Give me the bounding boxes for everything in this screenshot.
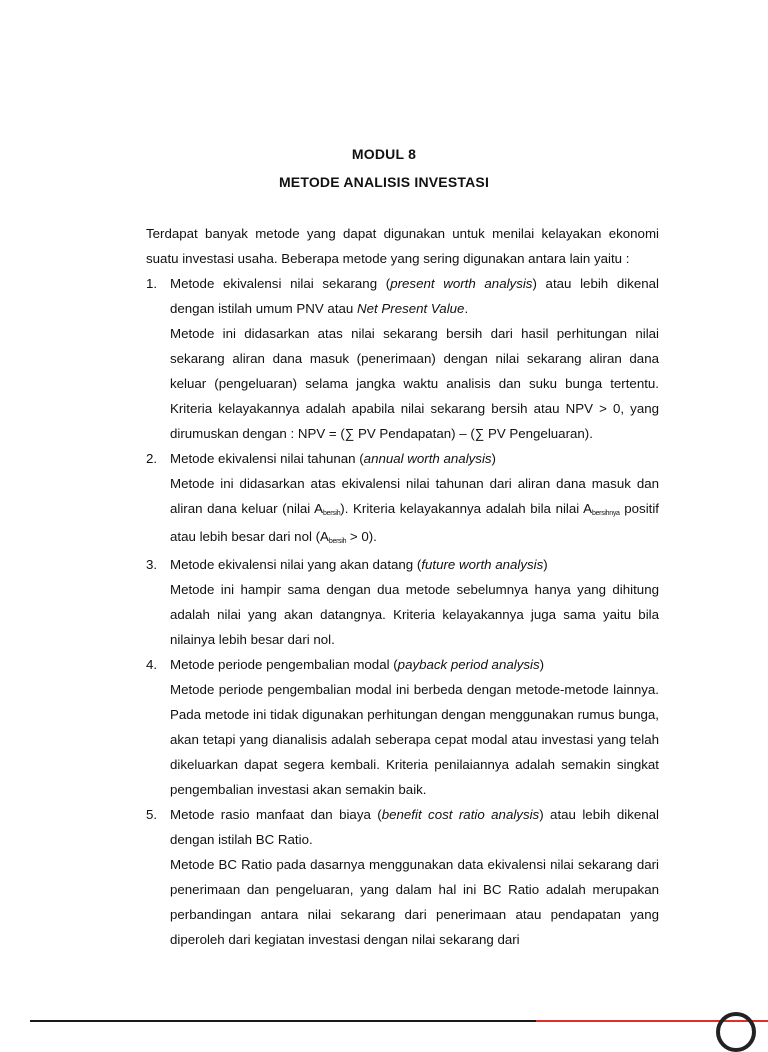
list-item xyxy=(146,802,659,952)
list-item-heading: Metode periode pengembalian modal (payback period analysis) xyxy=(170,657,545,672)
list-number: 2. xyxy=(146,451,158,466)
list-item-body: Metode ini hampir sama dengan dua metode sebelumnya hanya yang dihitung adalah nilai yang akan datangnya. Kriteria kelayakannya juga sama yaitu bila nilainya lebih besar dari nol. xyxy=(170,582,659,647)
list-number: 1. xyxy=(146,276,158,291)
list-item xyxy=(146,552,659,652)
list-item-heading: Metode rasio manfaat dan biaya (benefit cost ratio analysis) atau lebih dikenal dengan istilah BC Ratio. xyxy=(170,807,659,847)
list-item xyxy=(146,446,659,552)
list-number: 4. xyxy=(146,657,158,672)
list-item-body: Metode periode pengembalian modal ini berbeda dengan metode-metode lainnya. Pada metode ini tidak digunakan perhitungan dengan menggunakan rumus bunga, akan tetapi yang dianalisis adalah seberapa cepat modal atau investasi yang telah dikeluarkan dapat segera kembali. Kriteria penilaiannya adalah semakin singkat pengembalian investasi akan semakin baik. xyxy=(170,682,659,797)
footer-rule xyxy=(30,1020,536,1022)
footer-logo-icon xyxy=(716,1012,756,1052)
subscript: bersih xyxy=(328,538,347,545)
document-body xyxy=(146,221,659,952)
list-item-heading: Metode ekivalensi nilai tahunan (annual worth analysis) xyxy=(170,451,496,466)
list-number: 3. xyxy=(146,557,158,572)
list-item-heading: Metode ekivalensi nilai yang akan datang (future worth analysis) xyxy=(170,557,548,572)
list-item-heading: Metode ekivalensi nilai sekarang (present worth analysis) atau lebih dikenal dengan istilah umum PNV atau Net Present Value. xyxy=(170,276,659,316)
module-number: MODUL 8 xyxy=(351,146,417,162)
subscript: bersih xyxy=(323,510,341,517)
list-item xyxy=(146,652,659,802)
list-item xyxy=(146,271,659,446)
list-number: 5. xyxy=(146,807,158,822)
list-item-body: Metode ini didasarkan atas ekivalensi nilai tahunan dari aliran dana masuk dan aliran dana keluar (nilai Abersih). Kriteria kelayakannya adalah bila nilai Abersihnya positif atau lebih besar dari nol (Abersih > 0). xyxy=(170,476,659,545)
list-item-body: Metode BC Ratio pada dasarnya menggunakan data ekivalensi nilai sekarang dari penerimaan dan pengeluaran, yang dalam hal ini BC Ratio adalah merupakan perbandingan antara nilai sekarang dari penerimaan atau pendapatan yang diperoleh dari kegiatan investasi dengan nilai sekarang dari xyxy=(170,857,659,947)
list-item-body: Metode ini didasarkan atas nilai sekarang bersih dari hasil perhitungan nilai sekarang aliran dana masuk (penerimaan) dengan nilai sekarang aliran dana keluar (pengeluaran) selama jangka waktu analisis dan suku bunga tertentu. Kriteria kelayakannya adalah apabila nilai sekarang bersih atau NPV > 0, yang dirumuskan dengan : NPV = (∑ PV Pendapatan) – (∑ PV Pengeluaran). xyxy=(170,326,659,441)
subscript: bersihnya xyxy=(591,510,620,517)
module-title: METODE ANALISIS INVESTASI xyxy=(278,174,490,190)
intro-paragraph: Terdapat banyak metode yang dapat digunakan untuk menilai kelayakan ekonomi suatu investasi usaha. Beberapa metode yang sering digunakan antara lain yaitu : xyxy=(146,226,659,266)
